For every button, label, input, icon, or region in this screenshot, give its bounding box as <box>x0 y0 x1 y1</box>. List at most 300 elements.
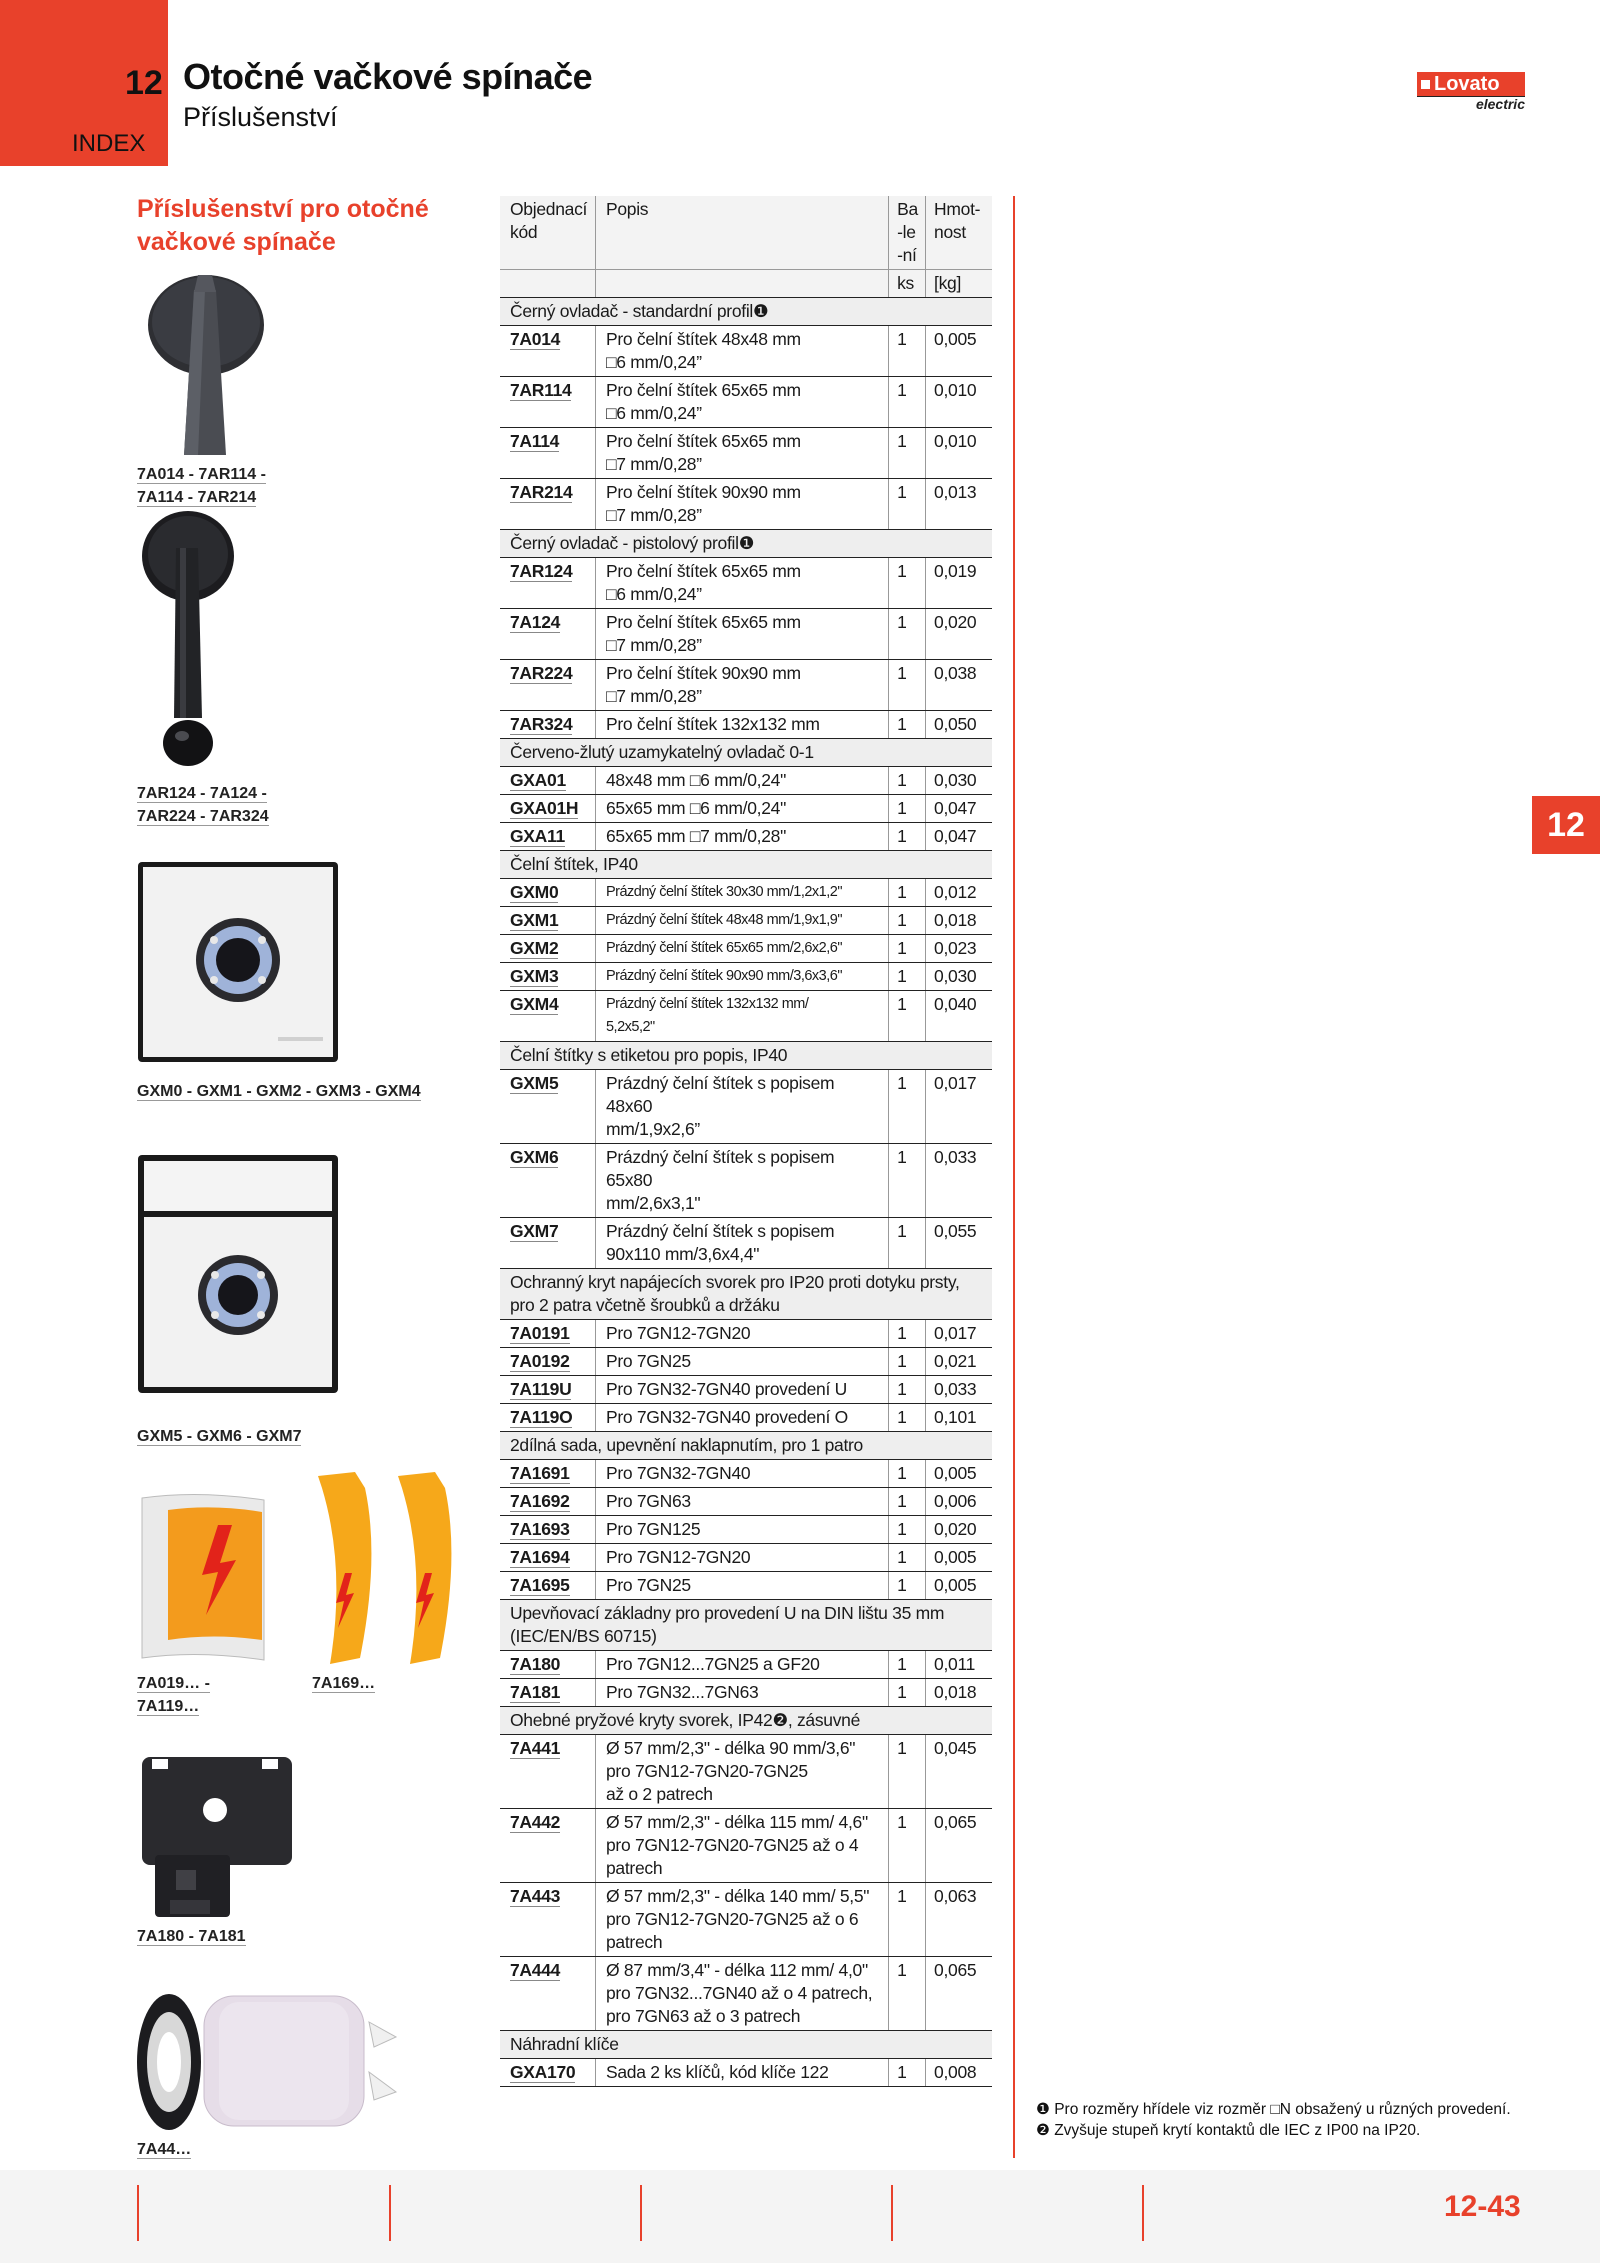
din-base-image <box>140 1755 295 1920</box>
description-line: Pro 7GN32-7GN40 provedení U <box>605 1379 847 1399</box>
description <box>595 991 888 1042</box>
product-table <box>500 196 992 2087</box>
description <box>595 1883 888 1957</box>
description-line: □6 mm/0,24” <box>605 403 702 423</box>
order-code <box>500 609 595 660</box>
weight: 0,018 <box>926 1679 992 1707</box>
description-line: Prázdný čelní štítek 132x132 mm/ <box>605 996 809 1012</box>
page-title: Otočné vačkové spínače <box>183 56 593 97</box>
pack-qty: 1 <box>889 660 926 711</box>
weight: 0,005 <box>926 1460 992 1488</box>
weight: 0,038 <box>926 660 992 711</box>
table-section-row <box>500 851 992 879</box>
caption-line: 7A019… - <box>137 1675 210 1692</box>
description <box>595 1572 888 1600</box>
footer-divider <box>891 2185 893 2241</box>
order-code-text: GXA01 <box>510 770 566 790</box>
table-section-row <box>500 2031 992 2059</box>
weight: 0,023 <box>926 935 992 963</box>
description-line: Pro 7GN25 <box>605 1575 691 1595</box>
weight: 0,020 <box>926 1516 992 1544</box>
description-line: pro 7GN32...7GN40 až o 4 patrech, <box>605 1983 873 2003</box>
order-code-text: GXM6 <box>510 1147 559 1167</box>
header-desc: Popis <box>595 196 888 270</box>
section-title-line: Červeno-žlutý uzamykatelný ovladač 0-1 <box>510 742 814 762</box>
table-section-row <box>500 1707 992 1735</box>
description <box>595 1809 888 1883</box>
section-title-line: (IEC/EN/BS 60715) <box>510 1626 657 1646</box>
table-section-row <box>500 1269 992 1320</box>
weight: 0,045 <box>926 1735 992 1809</box>
weight: 0,033 <box>926 1376 992 1404</box>
section-heading-line2: vačkové spínače <box>137 228 336 256</box>
order-code <box>500 1348 595 1376</box>
caption-snap-on-set <box>312 1672 375 1695</box>
pack-qty: 1 <box>889 1348 926 1376</box>
order-code <box>500 558 595 609</box>
table-row <box>500 1572 992 1600</box>
column-divider <box>1013 196 1015 2158</box>
header-weight: Hmot-nost <box>926 196 992 270</box>
table-row <box>500 1679 992 1707</box>
description-line: Prázdný čelní štítek s popisem <box>605 1221 835 1241</box>
table-row <box>500 1516 992 1544</box>
caption-pistol-knob <box>137 782 269 828</box>
header-pack: Ba-le-ní <box>889 196 926 270</box>
table-row <box>500 1144 992 1218</box>
table-row <box>500 935 992 963</box>
description-line: patrech <box>605 1932 663 1952</box>
pack-qty: 1 <box>889 428 926 479</box>
description <box>595 1070 888 1144</box>
table-row <box>500 991 992 1042</box>
order-code-text: 7A444 <box>510 1960 561 1980</box>
pack-qty: 1 <box>889 1070 926 1144</box>
page-number: 12-43 <box>1444 2190 1521 2223</box>
section-heading <box>137 193 437 259</box>
weight: 0,012 <box>926 879 992 907</box>
description-line: Ø 87 mm/3,4" - délka 112 mm/ 4,0" <box>605 1960 868 1980</box>
section-heading-line1: Příslušenství pro otočné <box>137 195 429 223</box>
page-subtitle: Příslušenství <box>183 102 338 132</box>
table-row <box>500 963 992 991</box>
description <box>595 1144 888 1218</box>
description-line: 65x65 mm □7 mm/0,28" <box>605 826 786 846</box>
description-line: Prázdný čelní štítek 30x30 mm/1,2x1,2" <box>605 884 842 900</box>
pack-qty: 1 <box>889 1460 926 1488</box>
table-row <box>500 711 992 739</box>
table-row <box>500 879 992 907</box>
order-code <box>500 1376 595 1404</box>
order-code <box>500 991 595 1042</box>
description-line: □7 mm/0,28” <box>605 686 702 706</box>
order-code-text: 7A119U <box>510 1379 572 1399</box>
weight: 0,019 <box>926 558 992 609</box>
order-code <box>500 879 595 907</box>
order-code <box>500 711 595 739</box>
weight: 0,065 <box>926 1957 992 2031</box>
order-code <box>500 1883 595 1957</box>
description-line: Ø 57 mm/2,3" - délka 90 mm/3,6" <box>605 1738 856 1758</box>
description-line: Pro 7GN125 <box>605 1519 701 1539</box>
description-line: Pro čelní štítek 65x65 mm <box>605 431 801 451</box>
description-line: mm/1,9x2,6” <box>605 1119 700 1139</box>
description <box>595 609 888 660</box>
order-code-text: 7A014 <box>510 329 561 349</box>
table-row <box>500 1218 992 1269</box>
description-line: Pro 7GN32-7GN40 provedení O <box>605 1407 848 1427</box>
order-code <box>500 1957 595 2031</box>
description-line: □7 mm/0,28” <box>605 635 702 655</box>
order-code-text: 7AR214 <box>510 482 573 502</box>
weight: 0,017 <box>926 1070 992 1144</box>
order-code <box>500 377 595 428</box>
logo-text: Lovato <box>1434 73 1500 95</box>
standard-knob-image <box>136 270 266 460</box>
snap-on-set-image <box>310 1468 460 1668</box>
table-row <box>500 1404 992 1432</box>
caption-line: GXM0 - GXM1 - GXM2 - GXM3 - GXM4 <box>137 1083 421 1100</box>
description-line: 5,2x5,2" <box>605 1019 655 1035</box>
unit-pack: ks <box>889 270 926 298</box>
weight: 0,030 <box>926 963 992 991</box>
order-code-text: 7A119O <box>510 1407 573 1427</box>
order-code-text: GXM0 <box>510 882 559 902</box>
table-section-row <box>500 1600 992 1651</box>
caption-rubber-cover <box>137 2138 191 2161</box>
order-code <box>500 1404 595 1432</box>
section-title-line: Čelní štítek, IP40 <box>510 854 638 874</box>
table-row <box>500 767 992 795</box>
section-title-line: 2dílná sada, upevnění naklapnutím, pro 1 patro <box>510 1435 863 1455</box>
description <box>595 935 888 963</box>
description-line: Prázdný čelní štítek 90x90 mm/3,6x3,6" <box>605 968 842 984</box>
weight: 0,010 <box>926 428 992 479</box>
order-code-text: 7A441 <box>510 1738 561 1758</box>
weight: 0,047 <box>926 795 992 823</box>
table-row <box>500 2059 992 2087</box>
section-title <box>500 1432 992 1460</box>
order-code <box>500 767 595 795</box>
description <box>595 767 888 795</box>
pack-qty: 1 <box>889 1544 926 1572</box>
section-title <box>500 298 992 326</box>
description <box>595 660 888 711</box>
lovato-logo <box>1417 72 1525 112</box>
caption-line: 7A119… <box>137 1698 200 1715</box>
description-line: Pro čelní štítek 90x90 mm <box>605 482 801 502</box>
weight: 0,005 <box>926 1544 992 1572</box>
pack-qty: 1 <box>889 1883 926 1957</box>
order-code <box>500 907 595 935</box>
caption-front-plate-label <box>137 1425 301 1448</box>
order-code-text: 7A0191 <box>510 1323 570 1343</box>
caption-line: 7AR224 - 7AR324 <box>137 808 269 825</box>
caption-line: GXM5 - GXM6 - GXM7 <box>137 1428 302 1445</box>
description <box>595 2059 888 2087</box>
description-line: mm/2,6x3,1" <box>605 1193 701 1213</box>
order-code-text: 7A1691 <box>510 1463 570 1483</box>
order-code-text: 7AR124 <box>510 561 573 581</box>
section-title <box>500 530 992 558</box>
description <box>595 907 888 935</box>
pack-qty: 1 <box>889 823 926 851</box>
description-line: až o 2 patrech <box>605 1784 713 1804</box>
description <box>595 1218 888 1269</box>
description <box>595 558 888 609</box>
table-row <box>500 1348 992 1376</box>
section-title-line: Ochranný kryt napájecích svorek pro IP20 proti dotyku prsty, <box>510 1272 960 1292</box>
pack-qty: 1 <box>889 795 926 823</box>
table-row <box>500 479 992 530</box>
footnote-2: ❷ Zvyšuje stupeň krytí kontaktů dle IEC z IP00 na IP20. <box>1036 2122 1421 2139</box>
logo-square-icon <box>1421 80 1430 89</box>
order-code <box>500 2059 595 2087</box>
weight: 0,033 <box>926 1144 992 1218</box>
units-empty <box>500 270 595 298</box>
weight: 0,040 <box>926 991 992 1042</box>
description-line: Ø 57 mm/2,3" - délka 115 mm/ 4,6" <box>605 1812 868 1832</box>
units-empty <box>595 270 888 298</box>
pack-qty: 1 <box>889 1679 926 1707</box>
pack-qty: 1 <box>889 907 926 935</box>
weight: 0,005 <box>926 326 992 377</box>
section-title-line: Upevňovací základny pro provedení U na DIN lištu 35 mm <box>510 1603 945 1623</box>
description <box>595 1460 888 1488</box>
order-code <box>500 1320 595 1348</box>
description <box>595 1320 888 1348</box>
table-row <box>500 1070 992 1144</box>
description <box>595 711 888 739</box>
pack-qty: 1 <box>889 1376 926 1404</box>
order-code <box>500 1544 595 1572</box>
order-code <box>500 1070 595 1144</box>
order-code <box>500 660 595 711</box>
order-code <box>500 823 595 851</box>
caption-line: 7A014 - 7AR114 - <box>137 466 266 483</box>
order-code-text: GXM7 <box>510 1221 559 1241</box>
order-code-text: 7A1693 <box>510 1519 570 1539</box>
weight: 0,063 <box>926 1883 992 1957</box>
order-code <box>500 963 595 991</box>
table-section-row <box>500 739 992 767</box>
order-code-text: 7A1692 <box>510 1491 570 1511</box>
table-row <box>500 1488 992 1516</box>
caption-line: 7A180 - 7A181 <box>137 1928 246 1945</box>
order-code-text: 7A124 <box>510 612 561 632</box>
order-code-text: GXM5 <box>510 1073 559 1093</box>
order-code-text: GXA170 <box>510 2062 576 2082</box>
table-row <box>500 1735 992 1809</box>
description <box>595 823 888 851</box>
pack-qty: 1 <box>889 1957 926 2031</box>
description-line: Prázdný čelní štítek s popisem 48x60 <box>605 1073 835 1116</box>
weight: 0,017 <box>926 1320 992 1348</box>
description-line: pro 7GN12-7GN20-7GN25 <box>605 1761 808 1781</box>
footer-divider <box>640 2185 642 2241</box>
order-code <box>500 1144 595 1218</box>
order-code <box>500 1651 595 1679</box>
description <box>595 1957 888 2031</box>
description <box>595 795 888 823</box>
table-header-row <box>500 196 992 270</box>
description <box>595 1404 888 1432</box>
order-code-text: 7A1695 <box>510 1575 570 1595</box>
order-code-text: 7A180 <box>510 1654 561 1674</box>
unit-weight: [kg] <box>926 270 992 298</box>
pack-qty: 1 <box>889 1572 926 1600</box>
table-section-row <box>500 1042 992 1070</box>
section-title-line: pro 2 patra včetně šroubků a držáku <box>510 1295 780 1315</box>
description-line: Pro 7GN12...7GN25 a GF20 <box>605 1654 820 1674</box>
section-title-line: Černý ovladač - standardní profil❶ <box>510 301 769 321</box>
pack-qty: 1 <box>889 558 926 609</box>
order-code-text: 7AR324 <box>510 714 573 734</box>
description-line: pro 7GN63 až o 3 patrech <box>605 2006 801 2026</box>
order-code-text: 7A181 <box>510 1682 561 1702</box>
description-line: Pro čelní štítek 65x65 mm <box>605 380 801 400</box>
pack-qty: 1 <box>889 1218 926 1269</box>
description <box>595 1516 888 1544</box>
pack-qty: 1 <box>889 1735 926 1809</box>
description-line: Sada 2 ks klíčů, kód klíče 122 <box>605 2062 829 2082</box>
table-section-row <box>500 530 992 558</box>
order-code-text: 7AR224 <box>510 663 573 683</box>
chapter-number: 12 <box>125 64 163 102</box>
order-code <box>500 326 595 377</box>
description-line: Pro 7GN12-7GN20 <box>605 1323 751 1343</box>
weight: 0,006 <box>926 1488 992 1516</box>
weight: 0,011 <box>926 1651 992 1679</box>
pack-qty: 1 <box>889 1651 926 1679</box>
caption-standard-knob <box>137 463 266 509</box>
pistol-knob-image <box>136 508 246 778</box>
description <box>595 326 888 377</box>
pack-qty: 1 <box>889 1404 926 1432</box>
description-line: Prázdný čelní štítek 65x65 mm/2,6x2,6" <box>605 940 842 956</box>
section-title-line: Ohebné pryžové kryty svorek, IP42❷, zásuvné <box>510 1710 861 1730</box>
rubber-cover-image <box>134 1992 404 2132</box>
pack-qty: 1 <box>889 879 926 907</box>
table-row <box>500 377 992 428</box>
table-section-row <box>500 298 992 326</box>
pack-qty: 1 <box>889 963 926 991</box>
caption-line: 7A44… <box>137 2141 192 2158</box>
pack-qty: 1 <box>889 991 926 1042</box>
weight: 0,021 <box>926 1348 992 1376</box>
description-line: Prázdný čelní štítek 48x48 mm/1,9x1,9" <box>605 912 842 928</box>
caption-din-base <box>137 1925 246 1948</box>
terminal-cover-image <box>138 1490 268 1665</box>
description <box>595 963 888 991</box>
page-footer <box>0 2170 1600 2263</box>
description-line: □7 mm/0,28” <box>605 505 702 525</box>
description-line: Pro 7GN32...7GN63 <box>605 1682 759 1702</box>
weight: 0,020 <box>926 609 992 660</box>
section-title <box>500 1707 992 1735</box>
section-title <box>500 1600 992 1651</box>
description-line: patrech <box>605 1858 663 1878</box>
description-line: Pro 7GN12-7GN20 <box>605 1547 751 1567</box>
footer-divider <box>137 2185 139 2241</box>
header-code: Objednací kód <box>500 196 595 270</box>
order-code <box>500 1809 595 1883</box>
logo-subtext: electric <box>1417 96 1525 112</box>
description <box>595 1544 888 1572</box>
table-row <box>500 609 992 660</box>
weight: 0,047 <box>926 823 992 851</box>
pack-qty: 1 <box>889 711 926 739</box>
section-title-line: Náhradní klíče <box>510 2034 619 2054</box>
section-title <box>500 1269 992 1320</box>
order-code <box>500 1516 595 1544</box>
order-code-text: GXM3 <box>510 966 559 986</box>
order-code-text: GXM1 <box>510 910 559 930</box>
table-row <box>500 907 992 935</box>
footer-divider <box>389 2185 391 2241</box>
table-row <box>500 1320 992 1348</box>
table-row <box>500 660 992 711</box>
weight: 0,018 <box>926 907 992 935</box>
table-row <box>500 795 992 823</box>
weight: 0,013 <box>926 479 992 530</box>
order-code <box>500 935 595 963</box>
order-code-text: 7A114 <box>510 431 560 451</box>
table-units-row <box>500 270 992 298</box>
weight: 0,065 <box>926 1809 992 1883</box>
description-line: □7 mm/0,28” <box>605 454 702 474</box>
weight: 0,055 <box>926 1218 992 1269</box>
order-code <box>500 1679 595 1707</box>
order-code <box>500 795 595 823</box>
weight: 0,101 <box>926 1404 992 1432</box>
section-title <box>500 851 992 879</box>
order-code-text: 7A1694 <box>510 1547 570 1567</box>
description-line: 65x65 mm □6 mm/0,24" <box>605 798 786 818</box>
weight: 0,008 <box>926 2059 992 2087</box>
table-row <box>500 823 992 851</box>
weight: 0,050 <box>926 711 992 739</box>
description <box>595 879 888 907</box>
order-code-text: 7AR114 <box>510 380 572 400</box>
order-code <box>500 1572 595 1600</box>
description <box>595 1376 888 1404</box>
pack-qty: 1 <box>889 767 926 795</box>
description <box>595 1348 888 1376</box>
description-line: 90x110 mm/3,6x4,4" <box>605 1244 760 1264</box>
weight: 0,005 <box>926 1572 992 1600</box>
front-plate-image <box>138 862 340 1064</box>
description <box>595 479 888 530</box>
description-line: pro 7GN12-7GN20-7GN25 až o 6 <box>605 1909 859 1929</box>
order-code <box>500 1735 595 1809</box>
order-code-text: GXM2 <box>510 938 559 958</box>
table-section-row <box>500 1432 992 1460</box>
pack-qty: 1 <box>889 479 926 530</box>
pack-qty: 1 <box>889 1516 926 1544</box>
weight: 0,010 <box>926 377 992 428</box>
description-line: Pro čelní štítek 65x65 mm <box>605 561 801 581</box>
table-row <box>500 428 992 479</box>
index-link[interactable]: INDEX <box>72 130 146 157</box>
description <box>595 1488 888 1516</box>
description-line: □6 mm/0,24” <box>605 584 702 604</box>
chapter-tab[interactable]: 12 <box>1532 796 1600 854</box>
pack-qty: 1 <box>889 377 926 428</box>
section-title <box>500 2031 992 2059</box>
footer-divider <box>1142 2185 1144 2241</box>
order-code-text: 7A442 <box>510 1812 561 1832</box>
